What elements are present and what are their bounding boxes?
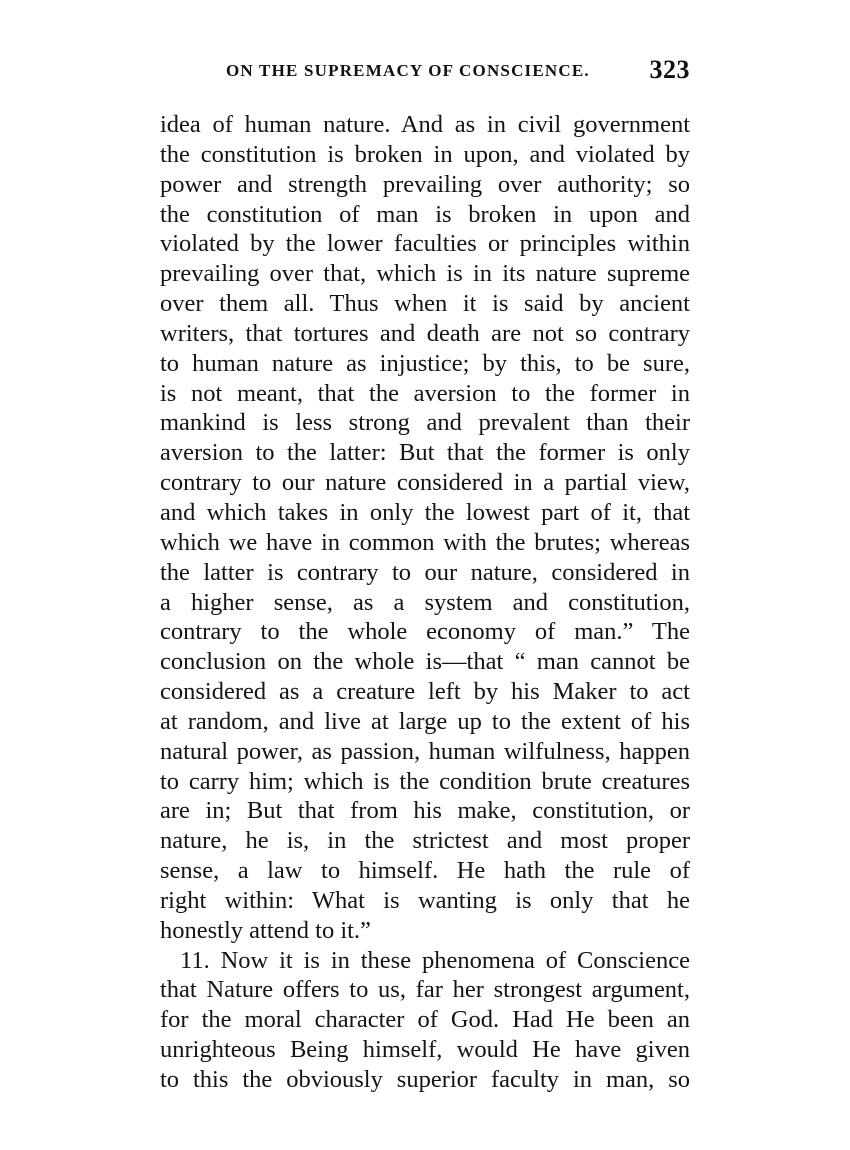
text-line: to carry him; which is the condition brute creatures <box>160 767 690 795</box>
text-line: right within: What is wanting is only that he <box>160 886 690 914</box>
body-text <box>160 110 690 1095</box>
text-line: the constitution is broken in upon, and violated by <box>160 140 690 168</box>
paragraph-start-line: 11. Now it is in these phenomena of Conscience <box>180 946 690 974</box>
text-line: nature, he is, in the strictest and most proper <box>160 827 690 855</box>
text-line: aversion to the latter: But that the former is only <box>160 439 690 467</box>
text-line: is not meant, that the aversion to the former in <box>160 379 690 407</box>
running-head <box>160 55 690 95</box>
text-line: mankind is less strong and prevalent than their <box>160 409 690 437</box>
text-line: and which takes in only the lowest part of it, that <box>160 498 690 526</box>
text-line: at random, and live at large up to the extent of his <box>160 707 690 735</box>
text-line: considered as a creature left by his Maker to act <box>160 678 690 706</box>
text-line: idea of human nature. And as in civil government <box>160 111 690 138</box>
paragraph-end-line: honestly attend to it.” <box>160 916 371 944</box>
text-line: natural power, as passion, human wilfulness, happen <box>160 737 690 765</box>
text-line: the latter is contrary to our nature, considered in <box>160 558 690 586</box>
text-line: contrary to the whole economy of man.” The <box>160 618 690 646</box>
text-line: are in; But that from his make, constitution, or <box>160 797 690 825</box>
text-line: sense, a law to himself. He hath the rule of <box>160 857 690 885</box>
text-line: to this the obviously superior faculty in man, so <box>160 1066 690 1093</box>
text-line: for the moral character of God. Had He been an <box>160 1006 690 1034</box>
text-line: conclusion on the whole is—that “ man cannot be <box>160 648 690 676</box>
text-line: that Nature offers to us, far her strongest argument, <box>160 976 690 1004</box>
text-line: a higher sense, as a system and constitution, <box>160 588 690 616</box>
text-line: unrighteous Being himself, would He have given <box>160 1036 690 1064</box>
running-title: ON THE SUPREMACY OF CONSCIENCE. <box>226 61 590 80</box>
text-line: prevailing over that, which is in its nature supreme <box>160 260 690 288</box>
text-line: to human nature as injustice; by this, to be sure, <box>160 349 690 377</box>
text-line: writers, that tortures and death are not so contrary <box>160 319 690 347</box>
text-line: which we have in common with the brutes; whereas <box>160 528 690 556</box>
text-line: the constitution of man is broken in upon and <box>160 200 690 228</box>
text-line: over them all. Thus when it is said by ancient <box>160 290 690 318</box>
text-line: power and strength prevailing over authority; so <box>160 170 690 198</box>
page-number: 323 <box>649 55 690 84</box>
text-line: violated by the lower faculties or principles within <box>160 230 690 258</box>
text-line: contrary to our nature considered in a partial view, <box>160 469 690 497</box>
